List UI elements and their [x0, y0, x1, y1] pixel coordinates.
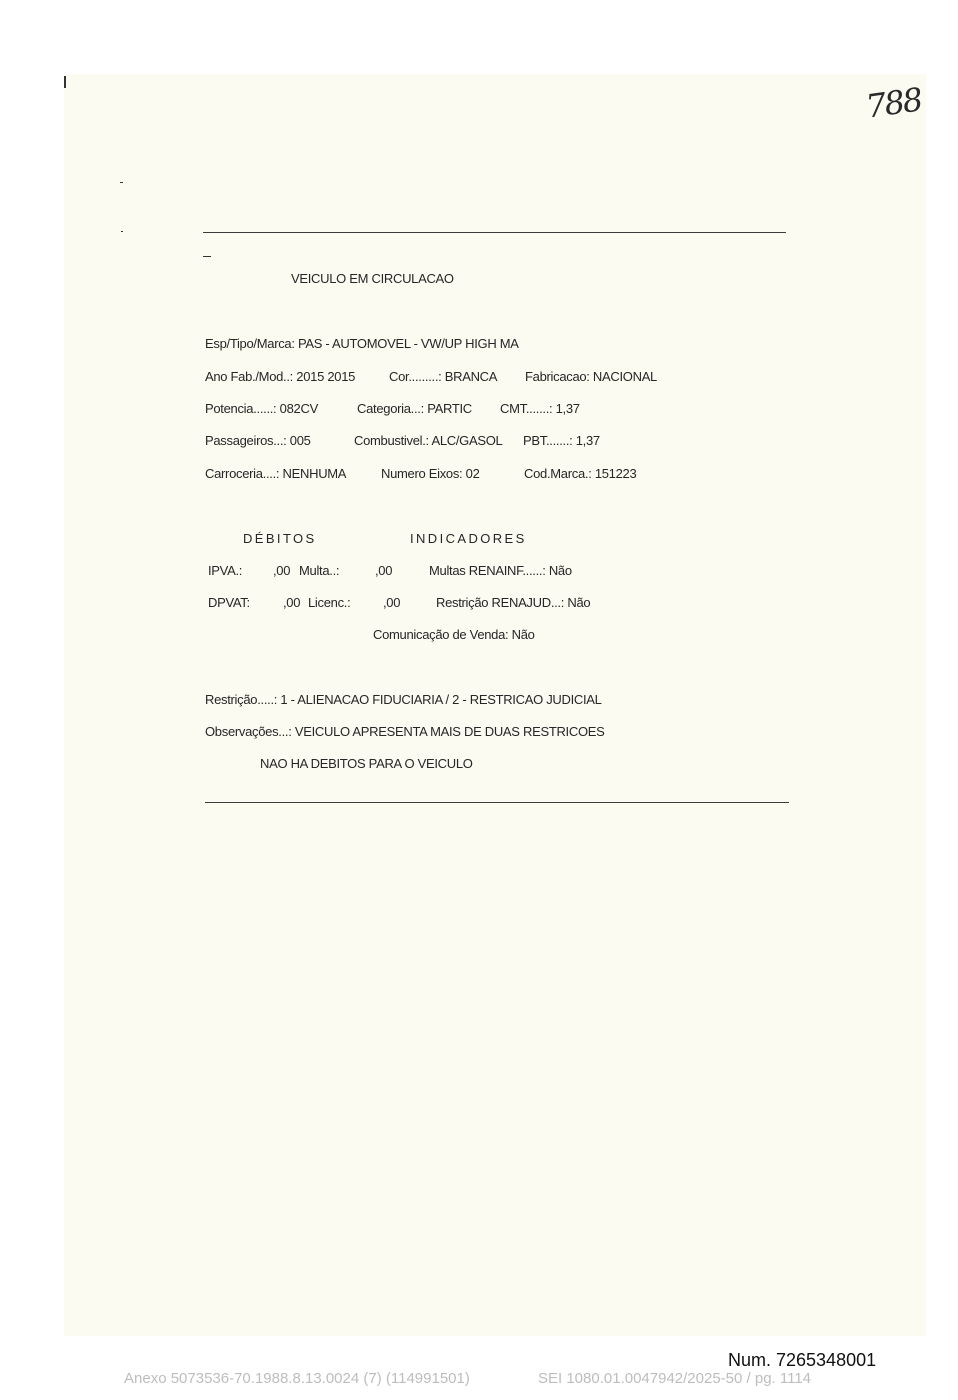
ipva-value: ,00: [273, 563, 291, 578]
cmt-field: CMT.......: 1,37: [500, 401, 580, 416]
footer-sei: SEI 1080.01.0047942/2025-50 / pg. 1114: [538, 1370, 812, 1387]
scan-mark: [120, 182, 123, 183]
ano-field: Ano Fab./Mod..: 2015 2015: [205, 369, 356, 384]
carroceria-field: Carroceria....: NENHUMA: [205, 466, 347, 481]
document-title: VEICULO EM CIRCULACAO: [291, 271, 454, 286]
multas-renainf: Multas RENAINF......: Não: [429, 563, 572, 578]
dash-mark: [203, 256, 211, 257]
licenc-label: Licenc.:: [308, 595, 351, 610]
scan-mark: [121, 231, 123, 232]
cor-field: Cor.........: BRANCA: [389, 369, 498, 384]
potencia-field: Potencia......: 082CV: [205, 401, 318, 416]
bottom-rule: [205, 802, 789, 803]
licenc-value: ,00: [383, 595, 401, 610]
observacoes-field: Observações...: VEICULO APRESENTA MAIS DE DUAS RESTRICOES: [205, 724, 605, 739]
dpvat-value: ,00: [283, 595, 301, 610]
combustivel-field: Combustivel.: ALC/GASOL: [354, 433, 503, 448]
pbt-field: PBT.......: 1,37: [523, 433, 600, 448]
multa-value: ,00: [375, 563, 393, 578]
especie-field: Esp/Tipo/Marca: PAS - AUTOMOVEL - VW/UP HIGH MA: [205, 336, 519, 351]
ipva-label: IPVA.:: [208, 563, 243, 578]
multa-label: Multa..:: [299, 563, 340, 578]
comunicacao-venda: Comunicação de Venda: Não: [373, 627, 535, 642]
categoria-field: Categoria...: PARTIC: [357, 401, 472, 416]
eixos-field: Numero Eixos: 02: [381, 466, 480, 481]
passageiros-field: Passageiros...: 005: [205, 433, 311, 448]
dpvat-label: DPVAT:: [208, 595, 250, 610]
restricao-field: Restrição.....: 1 - ALIENACAO FIDUCIARIA / 2 - RESTRICAO JUDICIAL: [205, 692, 602, 707]
top-rule: [203, 232, 786, 233]
fabricacao-field: Fabricacao: NACIONAL: [525, 369, 657, 384]
handwritten-page-number: 788: [863, 80, 924, 126]
indicadores-heading: INDICADORES: [410, 531, 527, 546]
document-number: Num. 7265348001: [728, 1350, 877, 1370]
scan-mark: [64, 76, 66, 88]
cod-marca-field: Cod.Marca.: 151223: [524, 466, 637, 481]
restricao-renajud: Restrição RENAJUD...: Não: [436, 595, 591, 610]
footer-anexo: Anexo 5073536-70.1988.8.13.0024 (7) (114991501): [124, 1370, 470, 1387]
debitos-heading: DÉBITOS: [243, 531, 317, 546]
observacoes-continuation: NAO HA DEBITOS PARA O VEICULO: [260, 756, 473, 771]
